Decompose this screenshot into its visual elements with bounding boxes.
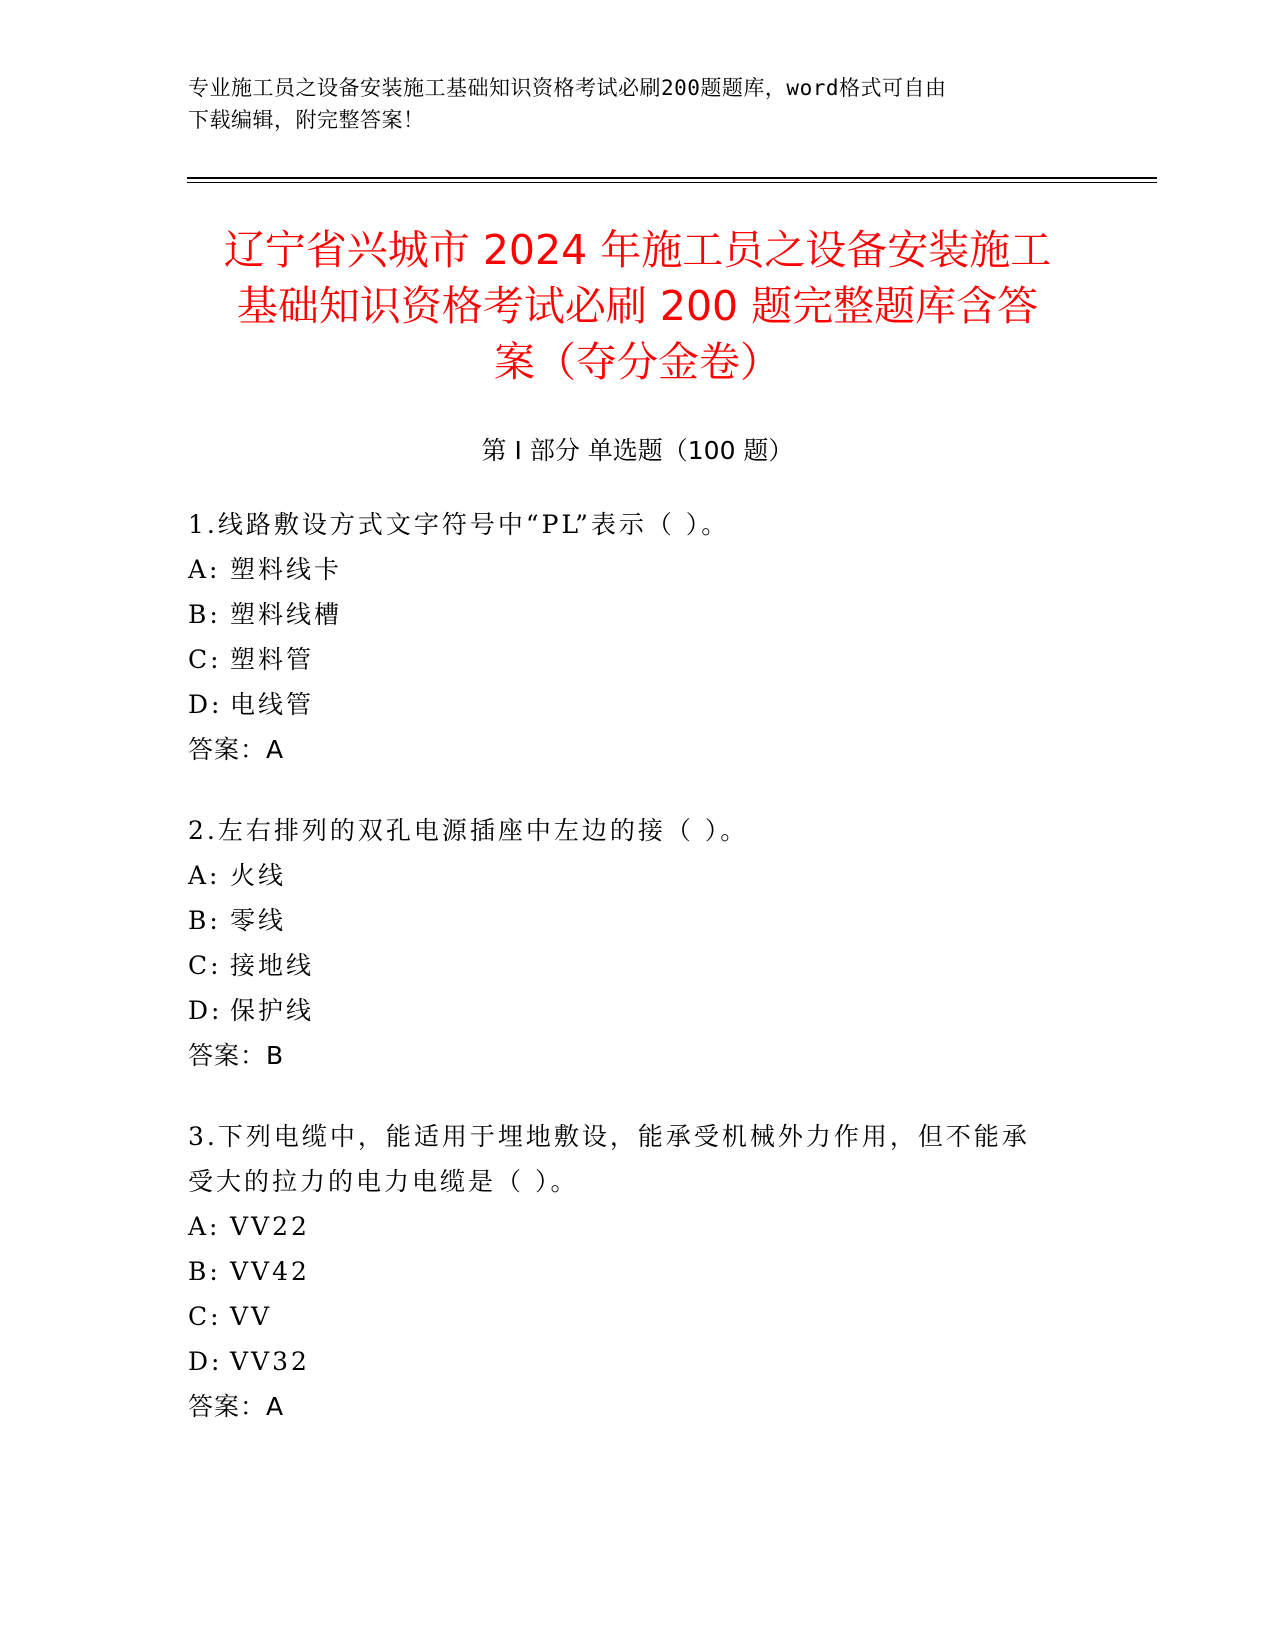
- option-b: [188, 1249, 1088, 1294]
- answer-line: 答案：A: [188, 735, 285, 764]
- option-label: B:: [188, 906, 221, 935]
- option-label: D:: [188, 996, 223, 1025]
- option-a: [188, 547, 1088, 592]
- answer-line: 答案：A: [188, 1392, 285, 1421]
- document-title: [120, 222, 1155, 390]
- option-label: A:: [188, 555, 221, 584]
- option-text: VV22: [230, 1212, 310, 1241]
- header-divider-thin: [187, 182, 1157, 183]
- option-b: [188, 898, 1088, 943]
- header-divider: [187, 177, 1157, 179]
- option-label: A:: [188, 861, 221, 890]
- option-text: VV: [230, 1302, 273, 1331]
- option-c: [188, 637, 1088, 682]
- question-stem-line: 受大的拉力的电力电缆是（ ）。: [188, 1167, 579, 1196]
- option-label: B:: [188, 600, 221, 629]
- option-a: [188, 1204, 1088, 1249]
- option-text: 接地线: [230, 951, 315, 980]
- question-stem: [188, 1114, 1088, 1204]
- title-line: 案（夺分金卷）: [494, 338, 781, 386]
- option-text: 火线: [230, 861, 287, 890]
- option-a: [188, 853, 1088, 898]
- option-text: 塑料管: [230, 645, 315, 674]
- question-item: [188, 502, 1088, 772]
- option-c: [188, 1294, 1088, 1339]
- option-label: D:: [188, 1347, 223, 1376]
- title-line: 基础知识资格考试必刷 200 题完整题库含答: [236, 282, 1039, 330]
- option-d: [188, 682, 1088, 727]
- option-label: D:: [188, 690, 223, 719]
- option-label: B:: [188, 1257, 221, 1286]
- option-text: 保护线: [230, 996, 315, 1025]
- question-stem: [188, 502, 1088, 547]
- question-stem: [188, 808, 1088, 853]
- option-text: VV42: [230, 1257, 310, 1286]
- option-c: [188, 943, 1088, 988]
- header-note-line: 专业施工员之设备安装施工基础知识资格考试必刷200题题库，word格式可自由: [188, 76, 947, 100]
- option-text: 塑料线卡: [230, 555, 343, 584]
- question-stem-line: 2.左右排列的双孔电源插座中左边的接（ ）。: [188, 816, 749, 845]
- option-label: C:: [188, 951, 222, 980]
- section-title: 第 I 部分 单选题（100 题）: [481, 436, 794, 465]
- question-stem-line: 1.线路敷设方式文字符号中“PL”表示（ ）。: [188, 510, 730, 539]
- option-text: VV32: [230, 1347, 310, 1376]
- option-text: 电线管: [230, 690, 315, 719]
- option-b: [188, 592, 1088, 637]
- answer-line: 答案：B: [188, 1041, 285, 1070]
- question-stem-line: 3.下列电缆中，能适用于埋地敷设，能承受机械外力作用，但不能承: [188, 1122, 1030, 1151]
- option-label: C:: [188, 645, 222, 674]
- option-label: C:: [188, 1302, 222, 1331]
- header-note-line: 下载编辑，附完整答案！: [188, 108, 425, 132]
- option-d: [188, 1339, 1088, 1384]
- option-text: 零线: [230, 906, 287, 935]
- question-item: [188, 1114, 1088, 1429]
- option-label: A:: [188, 1212, 221, 1241]
- question-item: [188, 808, 1088, 1078]
- option-d: [188, 988, 1088, 1033]
- option-text: 塑料线槽: [230, 600, 343, 629]
- title-line: 辽宁省兴城市 2024 年施工员之设备安装施工: [223, 226, 1052, 274]
- header-note: [188, 72, 1088, 136]
